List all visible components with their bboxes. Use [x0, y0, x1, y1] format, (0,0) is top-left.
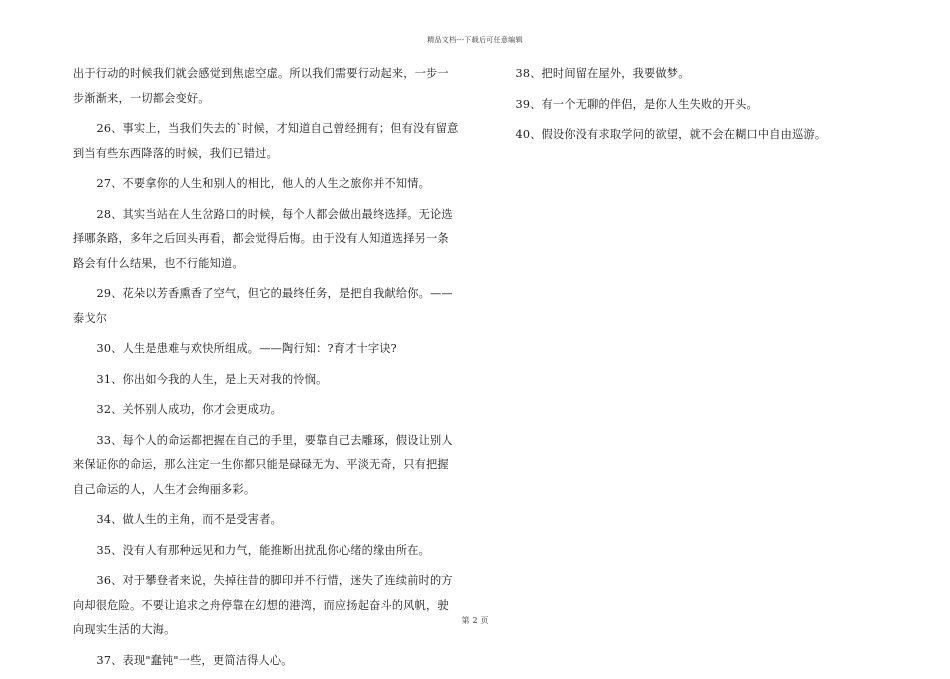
paragraph: 31、你出如今我的人生，是上天对我的怜悯。	[96, 372, 328, 386]
paragraph: 30、人生是患难与欢快所组成。——陶行知：?育才十字诀?	[96, 342, 397, 355]
page-label-prefix: 第	[461, 616, 470, 625]
page-header: 精品文档---下载后可任意编辑	[427, 36, 523, 44]
right-column	[492, 62, 878, 154]
paragraph: 34、做人生的主角，而不是受害者。	[96, 513, 282, 526]
paragraph: 28、其实当站在人生岔路口的时候，每个人都会做出最终选择。无论选择哪条路，多年之后回头再看，都会觉得后悔。由于没有人知道选择另一条路会有什么结果，也不行能知道。	[73, 207, 453, 270]
left-column	[73, 62, 459, 679]
paragraph: 出于行动的时候我们就会感觉到焦虑空虚。所以我们需要行动起来，一步一步渐渐来，一切都会变好。	[73, 67, 449, 105]
paragraph: 26、事实上，当我们失去的`时候，才知道自己曾经拥有；但有没有留意到当有些东西降落的时候，我们已错过。	[73, 122, 459, 160]
paragraph: 38、把时间留在屋外，我要做梦。	[515, 67, 690, 80]
paragraph: 35、没有人有那种远见和力气，能推断出扰乱你心绪的缘由所在。	[96, 543, 431, 557]
page-number: 2	[472, 616, 478, 625]
paragraph: 29、花朵以芳香熏香了空气，但它的最终任务，是把自我献给你。——泰戈尔	[73, 287, 453, 325]
paragraph: 40、假设你没有求取学问的欲望，就不会在糊口中自由巡游。	[515, 128, 827, 141]
page-footer	[0, 615, 950, 626]
page-label-suffix: 页	[480, 616, 489, 625]
paragraph: 37、表现"蠢钝"一些，更简洁得人心。	[96, 653, 293, 667]
paragraph: 33、每个人的命运都把握在自己的手里，要靠自己去雕琢，假设让别人来保证你的命运，那么注定一生你都只能是碌碌无为、平淡无奇，只有把握自己命运的人，人生才会绚丽多彩。	[73, 433, 453, 496]
paragraph: 32、关怀别人成功，你才会更成功。	[96, 403, 282, 416]
paragraph: 27、不要拿你的人生和别人的相比，他人的人生之旅你并不知情。	[96, 177, 431, 190]
paragraph: 36、对于攀登者来说，失掉往昔的脚印并不行惜，迷失了连续前时的方向却很危险。不要让追求之舟停靠在幻想的港湾，而应扬起奋斗的风帆，驶向现实生活的大海。	[73, 574, 453, 636]
paragraph: 39、有一个无聊的伴侣，是你人生失败的开头。	[515, 97, 758, 111]
